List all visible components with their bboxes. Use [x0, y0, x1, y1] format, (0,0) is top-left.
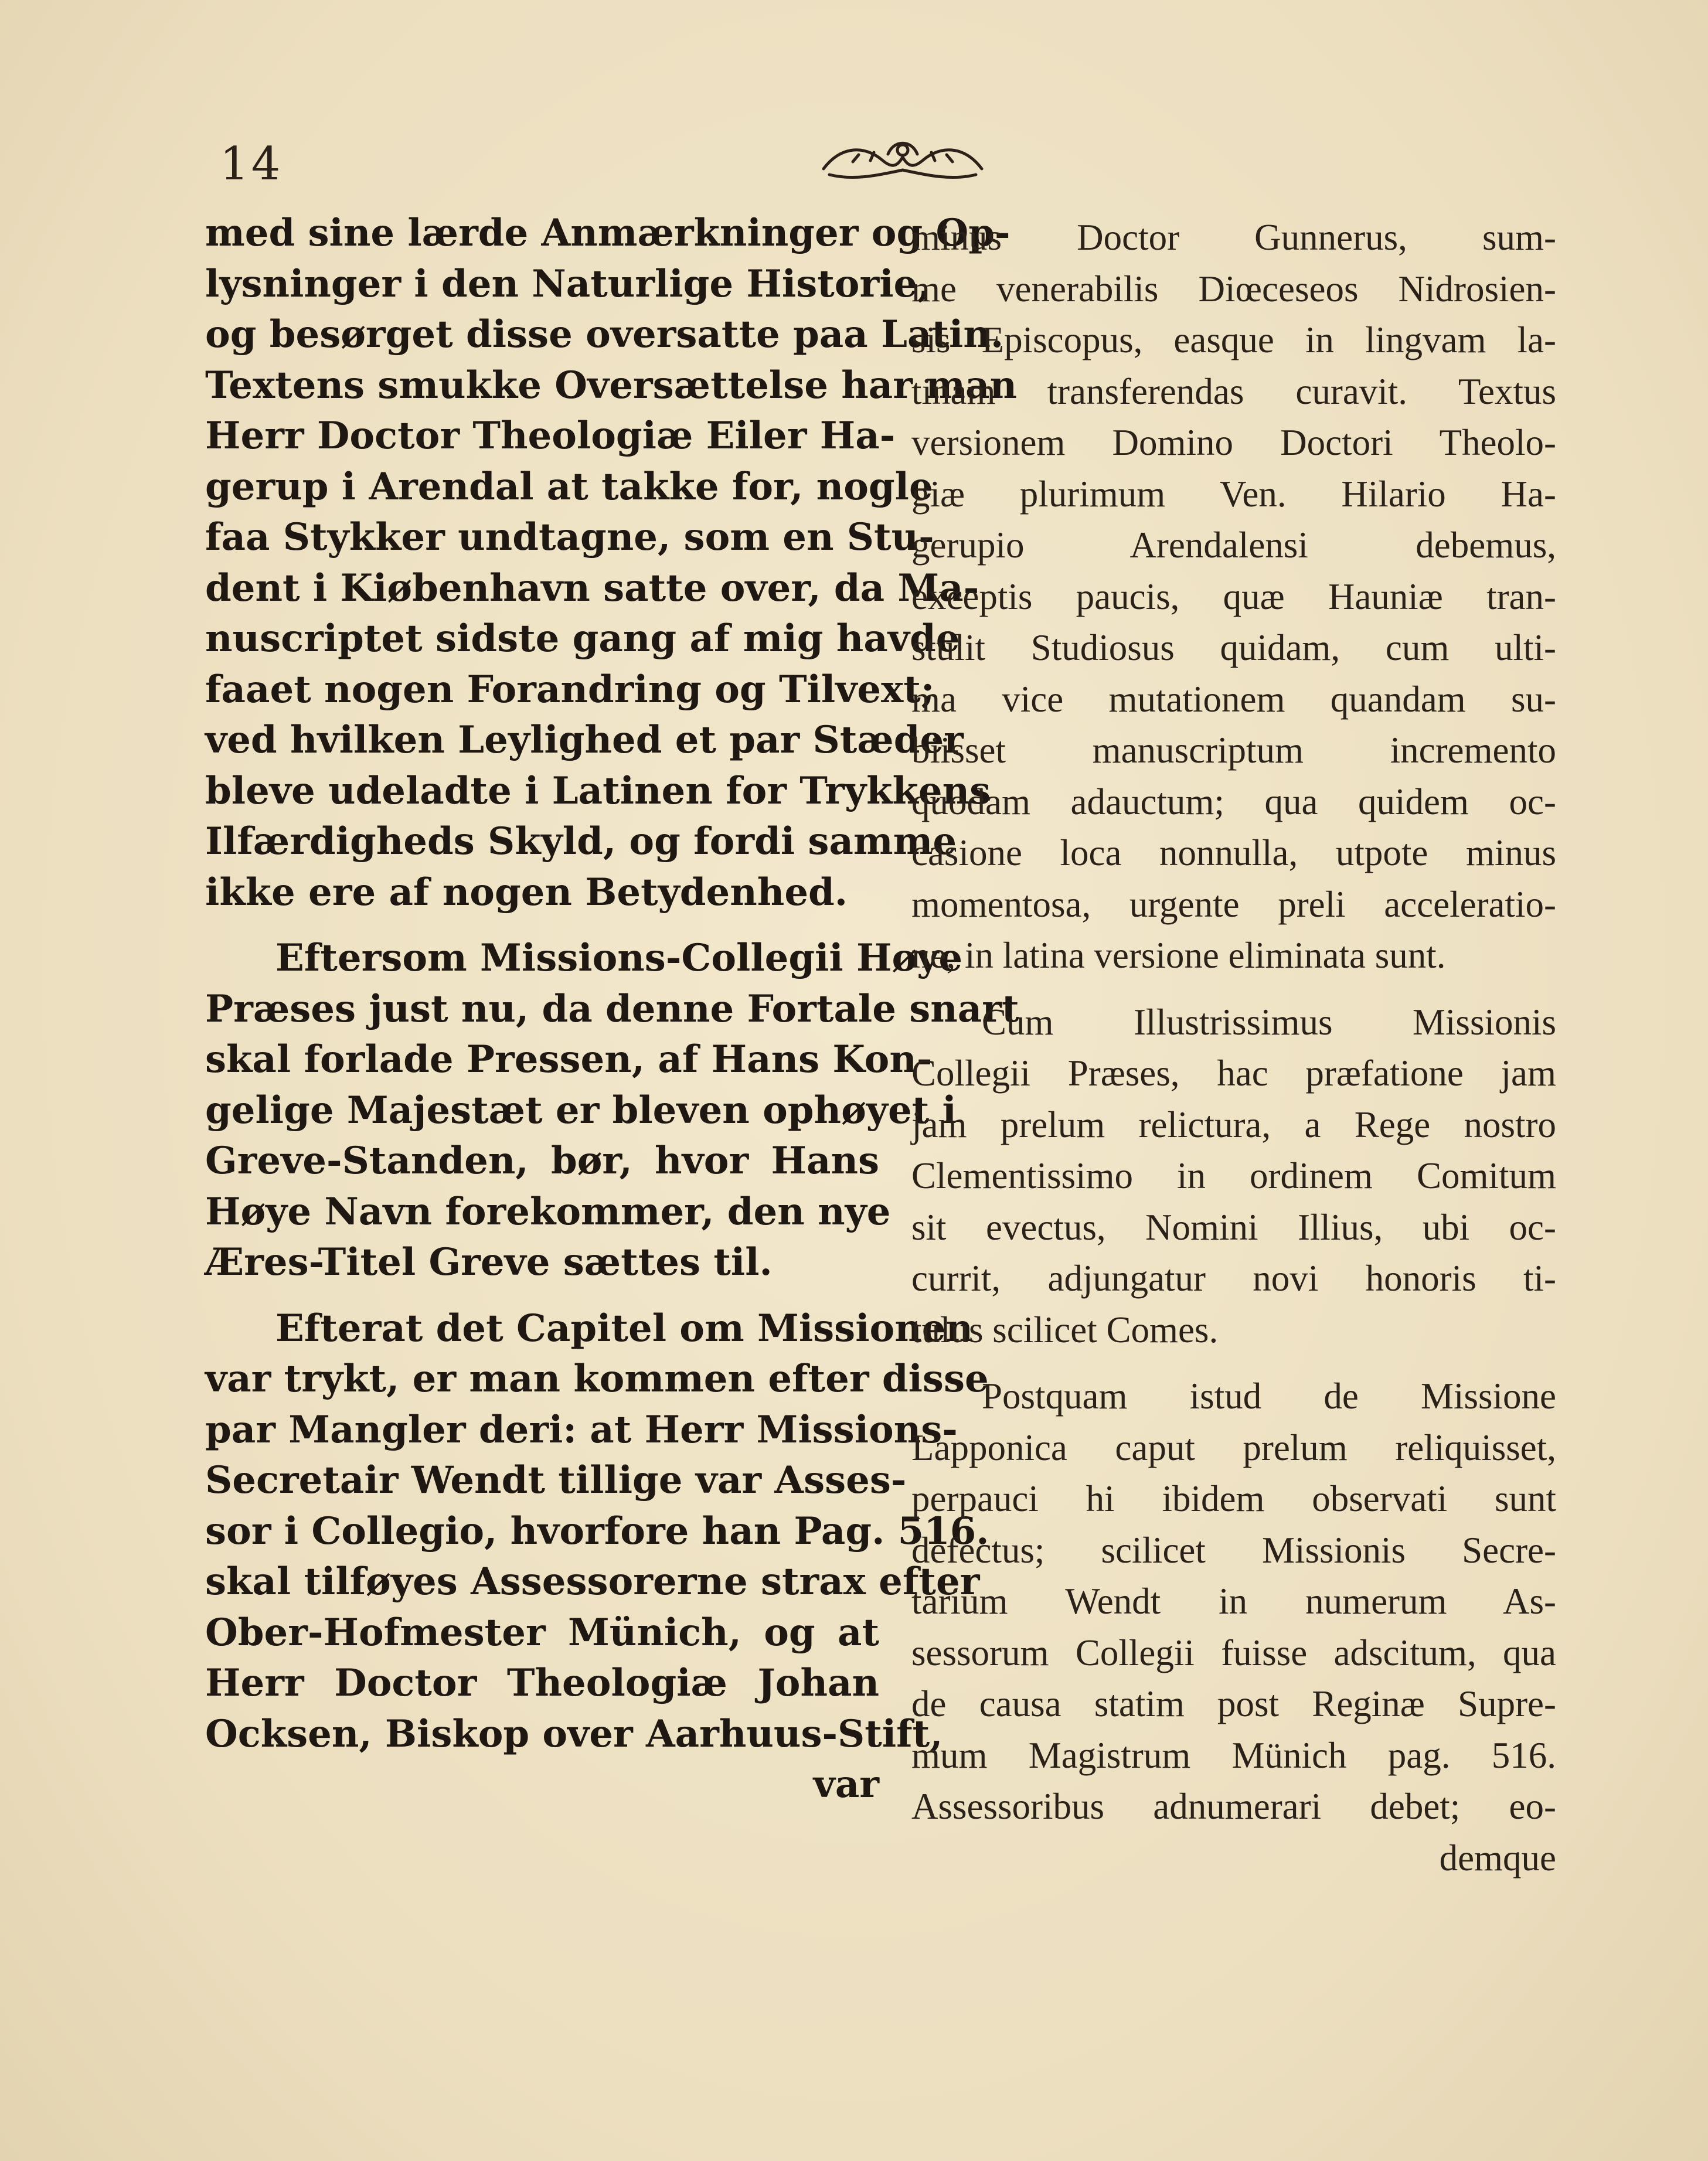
text-line: Eftersom Missions-Collegii Høye	[275, 936, 963, 980]
text-line: Assessoribus adnumerari debet; eo-	[911, 1786, 1556, 1827]
text-line: giæ plurimum Ven. Hilario Ha-	[911, 473, 1556, 515]
text-line: Ilfærdigheds Skyld, og fordi samme	[205, 819, 957, 863]
text-line: Ocksen, Biskop over Aarhuus-Stift,	[205, 1711, 943, 1756]
text-line: Lapponica caput prelum reliquisset,	[911, 1427, 1556, 1468]
text-line: sit evectus, Nomini Illius, ubi oc-	[911, 1206, 1556, 1248]
text-line: bleve udeladte i Latinen for Trykkens	[205, 768, 991, 813]
text-line: Textens smukke Oversættelse har man	[205, 363, 1017, 407]
catchword: var	[813, 1762, 879, 1806]
text-line: ma vice mutationem quandam su-	[911, 678, 1556, 720]
text-line: gelige Majestæt er bleven ophøyet i	[205, 1088, 957, 1132]
text-line: de causa statim post Reginæ Supre-	[911, 1683, 1556, 1724]
text-line: perpauci hi ibidem observati sunt	[911, 1478, 1556, 1519]
text-line: momentosa, urgente preli acceleratio-	[911, 883, 1556, 925]
text-line: gerup i Arendal at takke for, nogle	[205, 464, 933, 509]
text-line: tinam transferendas curavit. Textus	[911, 370, 1556, 412]
text-line: jam prelum relictura, a Rege nostro	[911, 1104, 1556, 1145]
text-line: Herr Doctor Theologiæ Johan	[205, 1661, 879, 1705]
page-number: 14	[220, 138, 283, 190]
text-line: Høye Navn forekommer, den nye	[205, 1189, 891, 1234]
headpiece-ornament-icon	[818, 134, 988, 186]
text-line: Præses just nu, da denne Fortale snart	[205, 986, 1019, 1031]
text-line: currit, adjungatur novi honoris ti-	[911, 1258, 1556, 1299]
text-line: biisset manuscriptum incremento	[911, 730, 1556, 771]
text-line: faaet nogen Forandring og Tilvext;	[205, 667, 935, 712]
text-line: skal tilføyes Assessorerne strax efter	[205, 1560, 980, 1604]
text-line: Postquam istud de Missione	[982, 1376, 1556, 1417]
text-line: dent i Kiøbenhavn satte over, da Ma-	[205, 566, 979, 610]
text-line: ikke ere af nogen Betydenhed.	[205, 870, 848, 914]
text-line: Ober-Hofmester Münich, og at	[205, 1610, 879, 1655]
text-line: og besørget disse oversatte paa Latin.	[205, 312, 1004, 356]
text-line: sor i Collegio, hvorfore han Pag. 516.	[205, 1509, 989, 1553]
text-line: faa Stykker undtagne, som en Stu-	[205, 515, 934, 559]
text-line: casione loca nonnulla, utpote minus	[911, 832, 1556, 873]
danish-text-column	[205, 208, 1019, 1811]
text-line: Æres-Titel Greve sættes til.	[205, 1240, 773, 1284]
text-line: nuscriptet sidste gang af mig havde	[205, 617, 960, 661]
text-line: Clementissimo in ordinem Comitum	[911, 1155, 1556, 1196]
text-line: skal forlade Pressen, af Hans Kon-	[205, 1037, 933, 1081]
text-line: Efterat det Capitel om Missionen	[275, 1306, 973, 1350]
text-line: lysninger i den Naturlige Historie,	[205, 261, 931, 306]
text-line: Herr Doctor Theologiæ Eiler Ha-	[205, 414, 896, 458]
text-line: ne, in latina versione eliminata sunt.	[911, 935, 1446, 976]
text-line: Greve-Standen, bør, hvor Hans	[205, 1139, 879, 1183]
text-line: Collegii Præses, hac præfatione jam	[911, 1053, 1556, 1094]
text-line: tulus scilicet Comes.	[911, 1309, 1219, 1350]
text-line: exceptis paucis, quæ Hauniæ tran-	[911, 576, 1556, 617]
text-line: Secretair Wendt tillige var Asses-	[205, 1458, 907, 1502]
text-line: sis Episcopus, easque in lingvam la-	[911, 319, 1556, 360]
text-line: versionem Domino Doctori Theolo-	[911, 422, 1556, 463]
text-line: minus Doctor Gunnerus, sum-	[911, 217, 1556, 258]
text-line: Cum Illustrissimus Missionis	[982, 1001, 1556, 1043]
text-line: med sine lærde Anmærkninger og Op-	[205, 211, 1010, 255]
text-line: me venerabilis Diœceseos Nidrosien-	[911, 268, 1556, 309]
text-line: quodam adauctum; qua quidem oc-	[911, 781, 1556, 822]
text-line: sessorum Collegii fuisse adscitum, qua	[911, 1632, 1556, 1673]
latin-text-column	[911, 212, 1556, 1884]
text-line: gerupio Arendalensi debemus,	[911, 525, 1556, 566]
text-line: var trykt, er man kommen efter disse	[205, 1357, 989, 1401]
text-line: tarium Wendt in numerum As-	[911, 1581, 1556, 1622]
catchword: demque	[1439, 1837, 1556, 1878]
text-line: defectus; scilicet Missionis Secre-	[911, 1529, 1556, 1571]
text-line: par Mangler deri: at Herr Missions-	[205, 1407, 958, 1452]
text-line: ved hvilken Leylighed et par Stæder	[205, 718, 964, 762]
text-line: stulit Studiosus quidam, cum ulti-	[911, 627, 1556, 668]
text-line: mum Magistrum Münich pag. 516.	[911, 1734, 1556, 1776]
